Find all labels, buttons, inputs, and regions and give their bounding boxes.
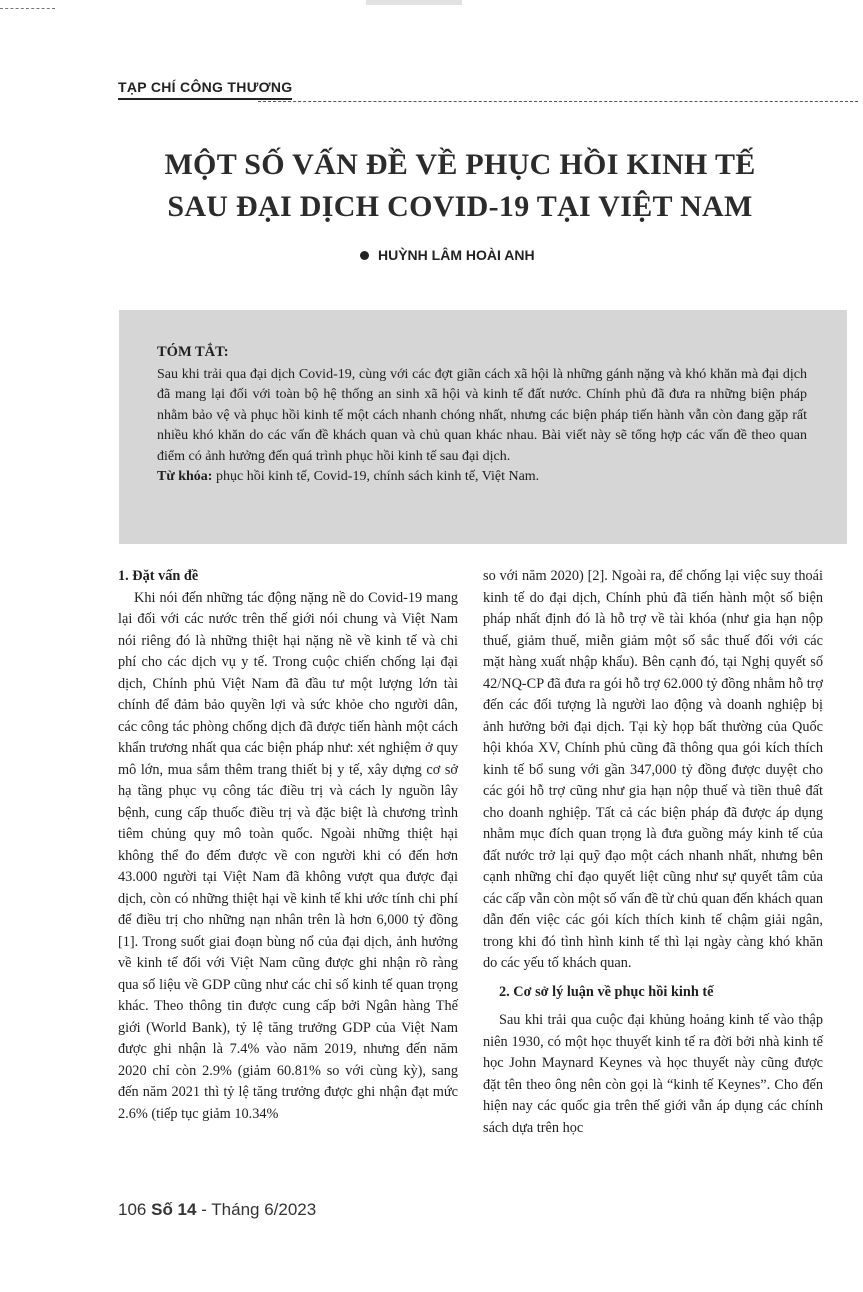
issue-number: Số 14 [151, 1200, 197, 1219]
right-column [483, 566, 823, 1139]
crop-mark [0, 8, 55, 9]
body-paragraph: Sau khi trải qua cuộc đại khủng hoảng kinh tế vào thập niên 1930, có một học thuyết kinh tế ra đời bởi nhà kinh tế học John Maynard Keynes và học thuyết này cũng được đặt tên theo ông nên còn gọi là “kinh tế Keynes”. Cho đến hiện nay các quốc gia trên thế giới vẫn áp dụng các chính sách dựa trên học [483, 1012, 823, 1136]
journal-name: TẠP CHÍ CÔNG THƯƠNG [118, 79, 292, 100]
keywords-line [157, 467, 807, 488]
page-footer [118, 1200, 316, 1220]
left-column [118, 566, 458, 1125]
abstract-box [119, 310, 847, 544]
scan-edge-mark [366, 0, 462, 5]
section-heading-1: 1. Đặt vấn đề [118, 568, 199, 584]
bullet-icon [360, 251, 369, 260]
author-byline [360, 247, 535, 263]
body-paragraph-continued: so với năm 2020) [2]. Ngoài ra, để chống lại việc suy thoái kinh tế do đại dịch, Chính phủ đã tiến hành một số biện pháp nhất định đó là hỗ trợ về tài khóa (như gia hạn nộp thuế, giảm thuế, miễn giảm một số sắc thuế đối với các mặt hàng xuất nhập khẩu). Bên cạnh đó, tại Nghị quyết số 42/NQ-CP đã đưa ra gói hỗ trợ 62.000 tỷ đồng nhằm hỗ trợ đến các đối tượng là người lao động và doanh nghiệp bị ảnh hưởng bởi đại dịch. Tại kỳ họp bất thường của Quốc hội khóa XV, Chính phủ cũng đã thông qua gói kích thích kinh tế bổ sung với gần 347,000 tỷ đồng được duyệt cho các gói hỗ trợ cũng như gia hạn nộp thuế và tiền thuê đất cho doanh nghiệp. Tất cả các biện pháp đã được áp dụng nhằm mục đích quan trọng là đưa guồng máy kinh tế của đất nước trở lại quỹ đạo một cách nhanh nhất, nhưng bên cạnh những chỉ đạo quyết liệt cũng như sự quyết tâm của các cấp vẫn còn một số vấn đề từ chủ quan đến khách quan dẫn đến việc các gói kích thích kinh tế chậm giải ngân, trong khi đó tình hình kinh tế thì lại ngày càng khó khăn do các yếu tố khách quan. [483, 568, 823, 971]
title-line-1: MỘT SỐ VẤN ĐỀ VỀ PHỤC HỒI KINH TẾ [164, 148, 756, 181]
article-title [60, 144, 860, 228]
abstract-text: Sau khi trải qua đại dịch Covid-19, cùng với các đợt giãn cách xã hội là những gánh nặng và khó khăn mà đại dịch đã mang lại đối với toàn bộ hệ thống an sinh xã hội và kinh tế đất nước. Chính phủ đã đưa ra những biện pháp nhằm bảo vệ và phục hồi kinh tế một cách nhanh chóng nhất, nhưng các biện pháp tiến hành vẫn còn đang gặp rất nhiều khó khăn do các vấn đề khách quan và chủ quan khác nhau. Bài viết này sẽ tổng hợp các vấn đề theo quan điểm có ảnh hưởng đến quá trình phục hồi kinh tế sau đại dịch. [157, 366, 807, 464]
section-heading-2: 2. Cơ sở lý luận về phục hồi kinh tế [499, 983, 714, 1000]
body-paragraph: Khi nói đến những tác động nặng nề do Covid-19 mang lại đối với các nước trên thế giới nói chung và Việt Nam nói riêng đó là những thiệt hại nặng nề về kinh tế và chi phí cho các dịch vụ y tế. Trong cuộc chiến chống lại đại dịch, Chính phủ Việt Nam đã đầu tư một lượng lớn tài chính để đảm bảo quyền lợi và sức khỏe cho người dân, các công tác phòng chống dịch đã được tiến hành một cách khẩn trương nhất qua các biện pháp như: xét nghiệm ở quy mô lớn, mua sắm thêm trang thiết bị y tế, xây dựng cơ sở hạ tầng phục vụ công tác điều trị và cách ly nguồn lây bệnh, cung cấp thuốc điều trị và đặc biệt là chương trình tiêm chủng quy mô toàn quốc. Ngoài những thiệt hại không thể đo đếm được về con người khi có đến hơn 43.000 người tại Việt Nam đã không vượt qua được đại dịch, còn có những thiệt hại về kinh tế khi ước tính chi phí để điều trị cho những nạn nhân trên là hơn 6,000 tỷ đồng [1]. Trong suốt giai đoạn bùng nổ của đại dịch, ảnh hưởng về kinh tế đối với Việt Nam cũng được ghi nhận rõ ràng qua số liệu về GDP cũng như các chỉ số kinh tế quan trọng khác. Theo thông tin được cung cấp bởi Ngân hàng Thế giới (World Bank), tỷ lệ tăng trưởng GDP của Việt Nam được ghi nhận là 7.4% vào năm 2019, nhưng đến năm 2020 chỉ còn 2.9% (giảm 60.81% so với cùng kỳ), sang đến năm 2021 thì tỷ lệ tăng trưởng được ghi nhận đạt mức 2.6% (tiếp tục giảm 10.34% [118, 589, 458, 1122]
issue-date: - Tháng 6/2023 [201, 1200, 317, 1219]
header-dashed-rule [258, 101, 858, 102]
author-name: HUỲNH LÂM HOÀI ANH [378, 247, 535, 263]
keywords-label: Từ khóa: [157, 469, 213, 484]
page-number: 106 [118, 1200, 147, 1219]
keywords-text: phục hồi kinh tế, Covid-19, chính sách kinh tế, Việt Nam. [215, 469, 540, 484]
title-line-2: SAU ĐẠI DỊCH COVID-19 TẠI VIỆT NAM [167, 190, 753, 223]
abstract-heading: TÓM TẮT: [157, 344, 229, 360]
